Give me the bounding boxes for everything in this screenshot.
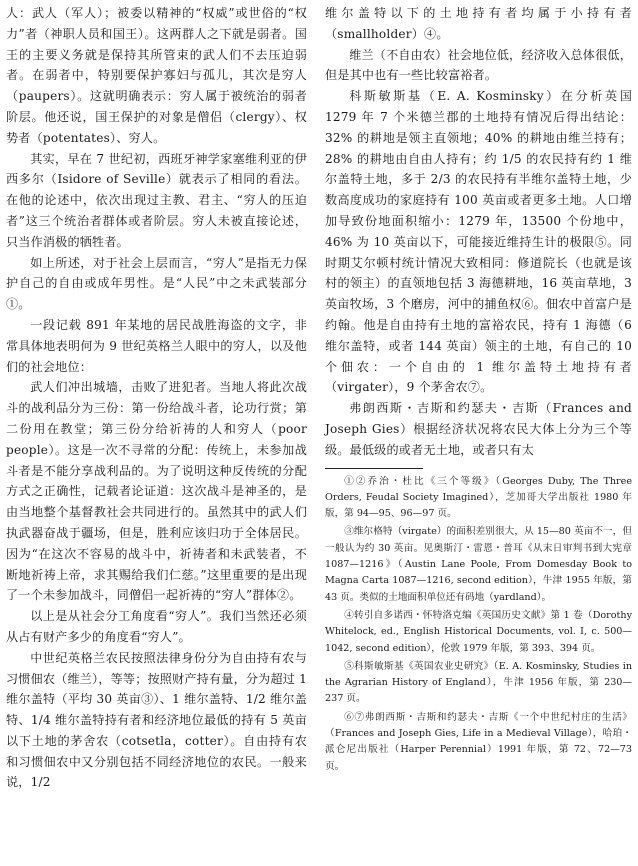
paragraph-property-view: 以上是从社会分工角度看“穷人”。我们当然还必须从占有财产多少的角度看“穷人”。 [6,609,307,644]
right-column [325,3,632,775]
paragraph-isidore: 其实，早在 7 世纪初，西班牙神学家塞维利亚的伊西多尔（Isidore of Seville）就表示了相同的看法。在他的论述中，依次出现过主教、君主、“穷人的压迫者”这三个统治者群体或者阶层。穷人未被直接论述，只当作消极的牺牲者。 [6,151,307,249]
paragraph-peasant-classes: 中世纪英格兰农民按照法律身份分为自由持有农与习惯佃农（维兰），等等；按照财产持有量，分为超过 1 维尔盖特（平均 30 英亩③）、1 维尔盖特、1/2 维尔盖特、1/4 维尔盖特持有者和经济地位最低的持有 5 英亩以下土地的茅舍农（cotsetla，cotter）。自由持有农和习惯佃农中又分别包括不同经济地位的农民。一般来说，1/2 [6,650,307,790]
footnote-4: ④转引自多诺西・怀特洛克编《英国历史文献》第 1 卷（Dorothy Whitelock, ed., English Historical Documents, vol. I, c. 500—1042, second edition），伦敦 1979 年版，第 393、394 页。 [325,609,632,654]
footnote-6-7: ⑥⑦弗朗西斯・吉斯和约瑟夫・吉斯《一个中世纪村庄的生活》（Frances and Joseph Gies, Life in a Medieval Village），哈珀・派仑尼出版社（Harper Perennial）1991 年版，第 72、72—73 页。 [325,711,632,772]
paragraph-kosminsky: 科斯敏斯基（E. A. Kosminsky）在分析英国 1279 年 7 个米德兰郡的土地持有情况后得出结论：32% 的耕地是领主直领地；40% 的耕地由维兰持有；28% 的耕地由自由人持有；约 1/5 的农民持有约 1 维尔盖特土地，多于 2/3 的农民持有半维尔盖特土地，少数高度成功的家庭持有 100 英亩或者更多土地。人口增加导致份地面积缩小：1279 年，13500 个份地中，46% 为 10 英亩以下，可能接近维持生计的极限⑤。同时期艾尔顿村统计情况大致相同：修道院长（也就是该村的领主）的直领地包括 3 海德耕地，16 英亩草地，3 英亩牧场，3 个磨房，河中的捕鱼权⑥。佃农中首富户是约翰。他是自由持有土地的富裕农民，持有 1 海德（6 维尔盖特，或者 144 英亩）领主的土地，有自己的 10 个佃农：一个自由的 1 维尔盖特土地持有者（virgater），9 个茅舍农⑦。 [325,89,632,395]
paragraph-social-orders: 人：武人（军人）；被委以精神的“权威”或世俗的“权力”者（神职人员和国王）。这两群人之下就是弱者。国王的主要义务就是保持其所管束的武人们不去压迫弱者。在弱者中，特别要保护寡妇与孤儿，其次是穷人（paupers）。这就明确表示：穷人属于被统治的弱者阶层。他还说，国王保护的对象是僧侣（clergy）、权势者（potentates）、穷人。 [6,6,307,145]
paragraph-villein-status: 维兰（不自由农）社会地位低，经济收入总体很低，但是其中也有一些比较富裕者。 [325,47,632,83]
paragraph-891-record: 一段记载 891 年某地的居民战胜海盗的文字，非常具体地表明何为 9 世纪英格兰人眼中的穷人，以及他们的社会地位： [6,317,307,374]
footnote-1-2: ①②乔治・杜比《三个等级》（Georges Duby, The Three Orders, Feudal Society Imagined），芝加哥大学出版社 1980 年版，第 94—95、96—97 页。 [325,475,632,520]
footnote-3: ③维尔格特（virgate）的面积差别很大，从 15—80 英亩不一，但一般认为约 30 英亩。见奥斯汀・雷恩・普耳《从末日审判书到大宪章 1087—1216》（Austin Lane Poole, From Domesday Book to Magna Carta 1087—1216, second edition），牛津 1955 年版，第 43 页。类似的土地面积单位还有码地（yardland）。 [325,526,632,603]
left-column [6,3,307,793]
block-quote-spoils: 武人们冲出城墙，击败了进犯者。当地人将此次战斗的战利品分为三份：第一份给战斗者，论功行赏；第二份用在教堂；第三份分给祈祷的人和穷人（poor people）。这是一次不寻常的分配：传统上，未参加战斗者是不能分享战利品的。为了说明这种反传统的分配方式之正确性，记载者论证道：这次战斗是神圣的，是由当地整个基督教社会共同进行的。虽然其中的武人们执武器奋战于疆场，但是，胜利应该归功于全体居民。因为“在这次不容易的战斗中，祈祷者和未武装者，不断地祈祷上帝，求其赐给我们仁慈。”这里重要的是出现了一个未参加战斗，同僧侣一起祈祷的“穷人”群体②。 [6,380,307,603]
footnote-5: ⑤科斯敏斯基《英国农业史研究》（E. A. Kosminsky, Studies in the Agrarian History of England），牛津 1956 年版，第 230—237 页。 [325,660,632,705]
footnotes [325,474,632,775]
footnote-divider [325,468,423,469]
paragraph-poor-definition: 如上所述，对于社会上层而言，“穷人”是指无力保护自己的自由或成年男性。是“人民”中之未武装部分①。 [6,255,307,312]
paragraph-smallholder: 维尔盖特以下的土地持有者均属于小持有者（smallholder）④。 [325,6,632,41]
paragraph-gies: 弗朗西斯・吉斯和约瑟夫・吉斯（Frances and Joseph Gies）根据经济状况将农民大体上分为三个等级。最低级的或者无土地，或者只有太 [325,401,632,457]
